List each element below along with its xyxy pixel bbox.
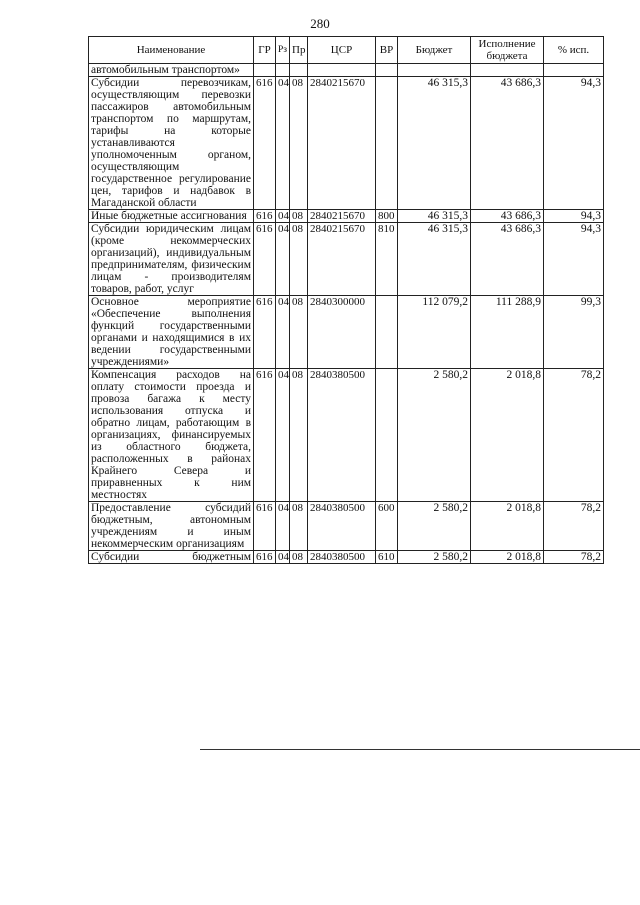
row-gr: 616 bbox=[254, 210, 276, 223]
row-percent: 78,2 bbox=[544, 551, 604, 564]
row-rz: 04 bbox=[276, 369, 290, 502]
row-csr bbox=[308, 64, 376, 77]
row-csr: 2840380500 bbox=[308, 502, 376, 551]
row-csr: 2840215670 bbox=[308, 77, 376, 210]
row-rz: 04 bbox=[276, 296, 290, 369]
header-name: Наименование bbox=[89, 37, 254, 64]
row-pr: 08 bbox=[290, 210, 308, 223]
row-vr bbox=[376, 64, 398, 77]
row-vr: 810 bbox=[376, 223, 398, 296]
row-percent: 94,3 bbox=[544, 210, 604, 223]
row-gr: 616 bbox=[254, 502, 276, 551]
row-gr: 616 bbox=[254, 551, 276, 564]
row-percent: 94,3 bbox=[544, 223, 604, 296]
row-name: Основное мероприятие «Обеспечение выполнения функций государственными органами и находящимися в их ведении государственными учреждениями» bbox=[89, 296, 254, 369]
budget-table bbox=[88, 36, 604, 564]
row-csr: 2840215670 bbox=[308, 210, 376, 223]
row-percent: 78,2 bbox=[544, 369, 604, 502]
row-name: Субсидии перевозчикам, осуществляющим перевозки пассажиров автомобильным транспортом по маршрутам, тарифы на которые устанавливаются уполномоченным органом, осуществляющим государственное регулирование цен, тарифов и надбавок в Магаданской области bbox=[89, 77, 254, 210]
row-name: Иные бюджетные ассигнования bbox=[89, 210, 254, 223]
row-budget: 2 580,2 bbox=[398, 502, 471, 551]
table-row bbox=[89, 223, 604, 296]
row-pr: 08 bbox=[290, 502, 308, 551]
header-rz: Рз bbox=[276, 37, 290, 64]
row-execution bbox=[471, 64, 544, 77]
table-row bbox=[89, 77, 604, 210]
row-pr: 08 bbox=[290, 223, 308, 296]
row-vr bbox=[376, 77, 398, 210]
footer-divider bbox=[200, 749, 640, 750]
row-pr: 08 bbox=[290, 296, 308, 369]
header-vr: ВР bbox=[376, 37, 398, 64]
row-pr: 08 bbox=[290, 369, 308, 502]
row-budget bbox=[398, 64, 471, 77]
row-execution: 2 018,8 bbox=[471, 369, 544, 502]
row-budget: 46 315,3 bbox=[398, 210, 471, 223]
row-name: Субсидии бюджетным bbox=[89, 551, 254, 564]
table-row bbox=[89, 210, 604, 223]
row-gr: 616 bbox=[254, 296, 276, 369]
header-gr: ГР bbox=[254, 37, 276, 64]
row-pr bbox=[290, 64, 308, 77]
row-percent: 78,2 bbox=[544, 502, 604, 551]
row-budget: 2 580,2 bbox=[398, 551, 471, 564]
row-csr: 2840300000 bbox=[308, 296, 376, 369]
row-name: Компенсация расходов на оплату стоимости проезда и провоза багажа к месту использования отпуска и обратно лицам, работающим в организациях, финансируемых из областного бюджета, расположенных в районах Крайнего Севера и приравненных к ним местностях bbox=[89, 369, 254, 502]
row-execution: 43 686,3 bbox=[471, 77, 544, 210]
row-budget: 2 580,2 bbox=[398, 369, 471, 502]
row-percent: 99,3 bbox=[544, 296, 604, 369]
row-rz: 04 bbox=[276, 210, 290, 223]
row-rz: 04 bbox=[276, 551, 290, 564]
table-row bbox=[89, 296, 604, 369]
table-row bbox=[89, 502, 604, 551]
row-vr: 600 bbox=[376, 502, 398, 551]
header-row bbox=[89, 37, 604, 64]
row-gr bbox=[254, 64, 276, 77]
row-rz: 04 bbox=[276, 77, 290, 210]
row-pr: 08 bbox=[290, 551, 308, 564]
table-row bbox=[89, 551, 604, 564]
row-execution: 2 018,8 bbox=[471, 551, 544, 564]
row-vr: 800 bbox=[376, 210, 398, 223]
header-pr: Пр bbox=[290, 37, 308, 64]
row-csr: 2840215670 bbox=[308, 223, 376, 296]
row-vr bbox=[376, 296, 398, 369]
row-percent bbox=[544, 64, 604, 77]
row-execution: 111 288,9 bbox=[471, 296, 544, 369]
row-execution: 43 686,3 bbox=[471, 210, 544, 223]
table-row bbox=[89, 369, 604, 502]
row-rz: 04 bbox=[276, 502, 290, 551]
header-percent: % исп. bbox=[544, 37, 604, 64]
row-execution: 43 686,3 bbox=[471, 223, 544, 296]
row-budget: 112 079,2 bbox=[398, 296, 471, 369]
row-rz bbox=[276, 64, 290, 77]
row-csr: 2840380500 bbox=[308, 369, 376, 502]
row-execution: 2 018,8 bbox=[471, 502, 544, 551]
row-name: Предоставление субсидий бюджетным, автономным учреждениям и иным некоммерческим организациям bbox=[89, 502, 254, 551]
header-csr: ЦСР bbox=[308, 37, 376, 64]
row-vr: 610 bbox=[376, 551, 398, 564]
header-execution: Исполнение бюджета bbox=[471, 37, 544, 64]
row-gr: 616 bbox=[254, 223, 276, 296]
row-gr: 616 bbox=[254, 369, 276, 502]
row-name: Субсидии юридическим лицам (кроме некоммерческих организаций), индивидуальным предпринимателям, физическим лицам - производителям товаров, работ, услуг bbox=[89, 223, 254, 296]
row-rz: 04 bbox=[276, 223, 290, 296]
row-name: автомобильным транспортом» bbox=[89, 64, 254, 77]
row-vr bbox=[376, 369, 398, 502]
row-gr: 616 bbox=[254, 77, 276, 210]
row-budget: 46 315,3 bbox=[398, 223, 471, 296]
row-csr: 2840380500 bbox=[308, 551, 376, 564]
row-percent: 94,3 bbox=[544, 77, 604, 210]
table-row bbox=[89, 64, 604, 77]
header-budget: Бюджет bbox=[398, 37, 471, 64]
row-budget: 46 315,3 bbox=[398, 77, 471, 210]
page-number: 280 bbox=[310, 16, 330, 31]
row-pr: 08 bbox=[290, 77, 308, 210]
